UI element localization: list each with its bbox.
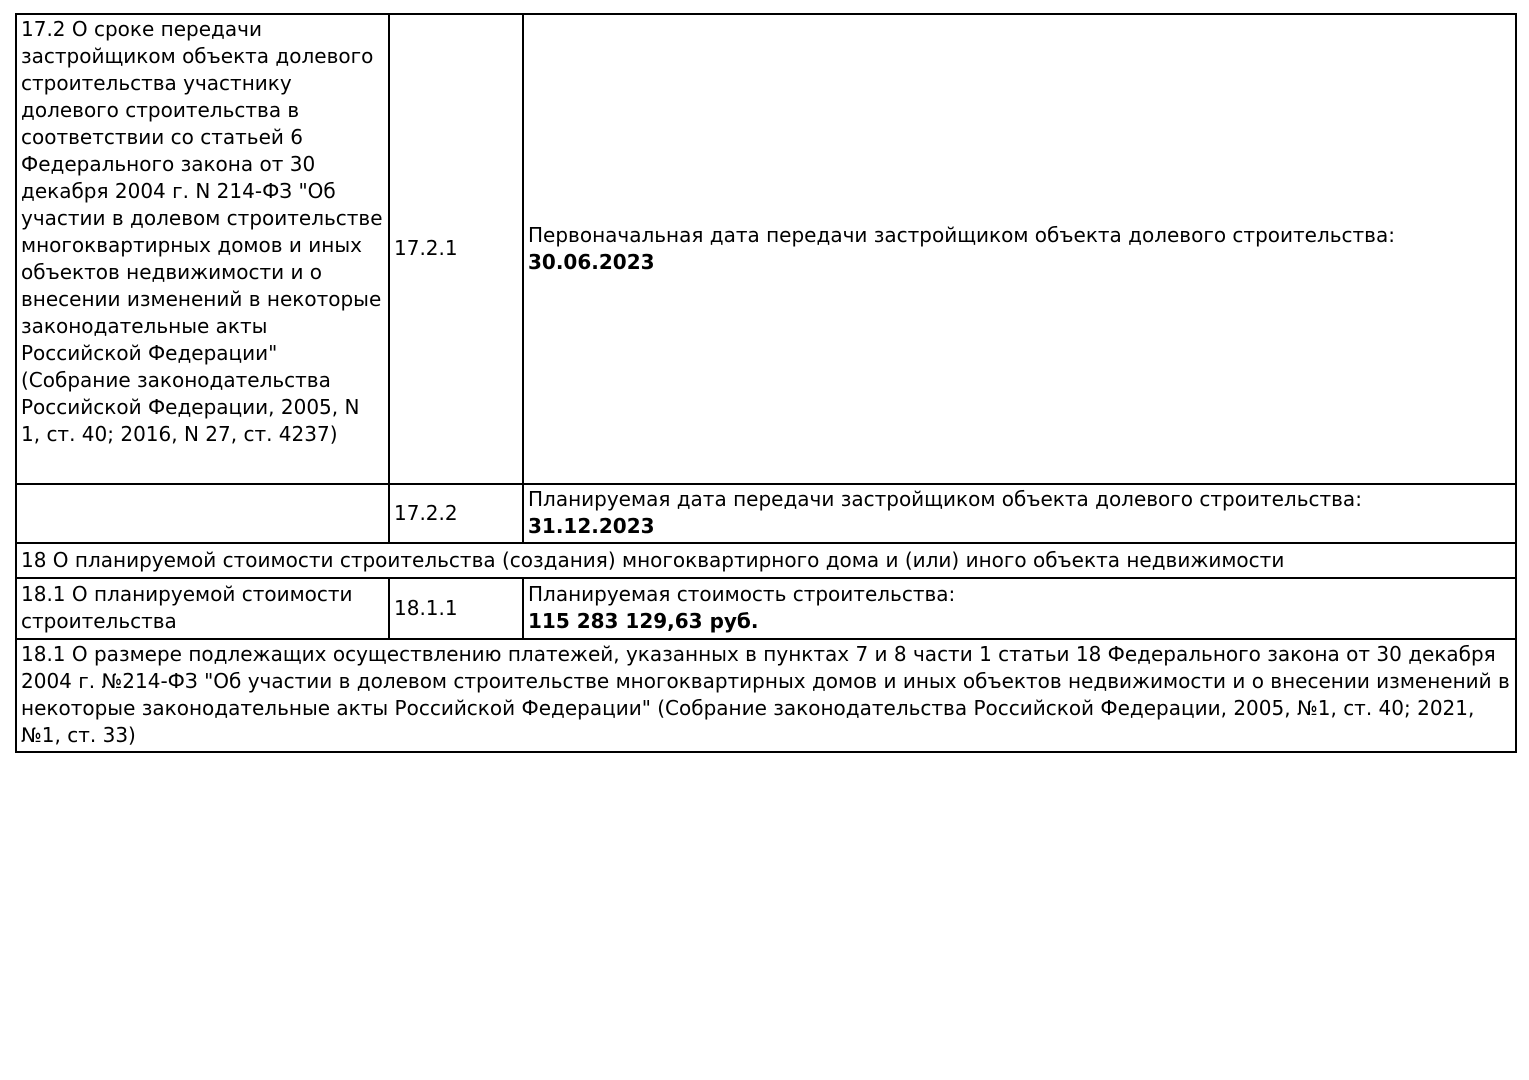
detail-cell	[523, 14, 1516, 484]
table-row	[16, 578, 1516, 639]
section-header-row	[16, 639, 1516, 752]
code-cell: 18.1.1	[389, 578, 523, 639]
section-header: 18.1 О размере подлежащих осуществлению платежей, указанных в пунктах 7 и 8 части 1 статьи 18 Федерального закона от 30 декабря 2004 г. №214-ФЗ "Об участии в долевом строительстве многоквартирных домов и иных объектов недвижимости и о внесении изменений в некоторые законодательные акты Российской Федерации" (Собрание законодательства Российской Федерации, 2005, №1, ст. 40; 2021, №1, ст. 33)	[16, 639, 1516, 752]
field-value: 115 283 129,63 руб.	[528, 609, 759, 633]
topic-cell	[16, 484, 389, 543]
detail-cell	[523, 578, 1516, 639]
detail-cell	[523, 484, 1516, 543]
code-cell: 17.2.2	[389, 484, 523, 543]
field-label: Планируемая стоимость строительства:	[528, 582, 956, 606]
field-label: Планируемая дата передачи застройщиком объекта долевого строительства:	[528, 487, 1362, 511]
field-value: 31.12.2023	[528, 514, 655, 538]
topic-cell: 17.2 О сроке передачи застройщиком объекта долевого строительства участнику долевого строительства в соответствии со статьей 6 Федерального закона от 30 декабря 2004 г. N 214-ФЗ "Об участии в долевом строительстве многоквартирных домов и иных объектов недвижимости и о внесении изменений в некоторые законодательные акты Российской Федерации" (Собрание законодательства Российской Федерации, 2005, N 1, ст. 40; 2016, N 27, ст. 4237)	[16, 14, 389, 484]
section-header-row	[16, 543, 1516, 578]
field-value: 30.06.2023	[528, 249, 655, 274]
project-declaration-table	[15, 13, 1517, 753]
code-cell: 17.2.1	[389, 14, 523, 484]
field-label: Первоначальная дата передачи застройщиком объекта долевого строительства:	[528, 222, 1395, 247]
topic-cell: 18.1 О планируемой стоимости строительства	[16, 578, 389, 639]
section-header: 18 О планируемой стоимости строительства (создания) многоквартирного дома и (или) иного объекта недвижимости	[16, 543, 1516, 578]
table-row	[16, 14, 1516, 484]
table-row	[16, 484, 1516, 543]
